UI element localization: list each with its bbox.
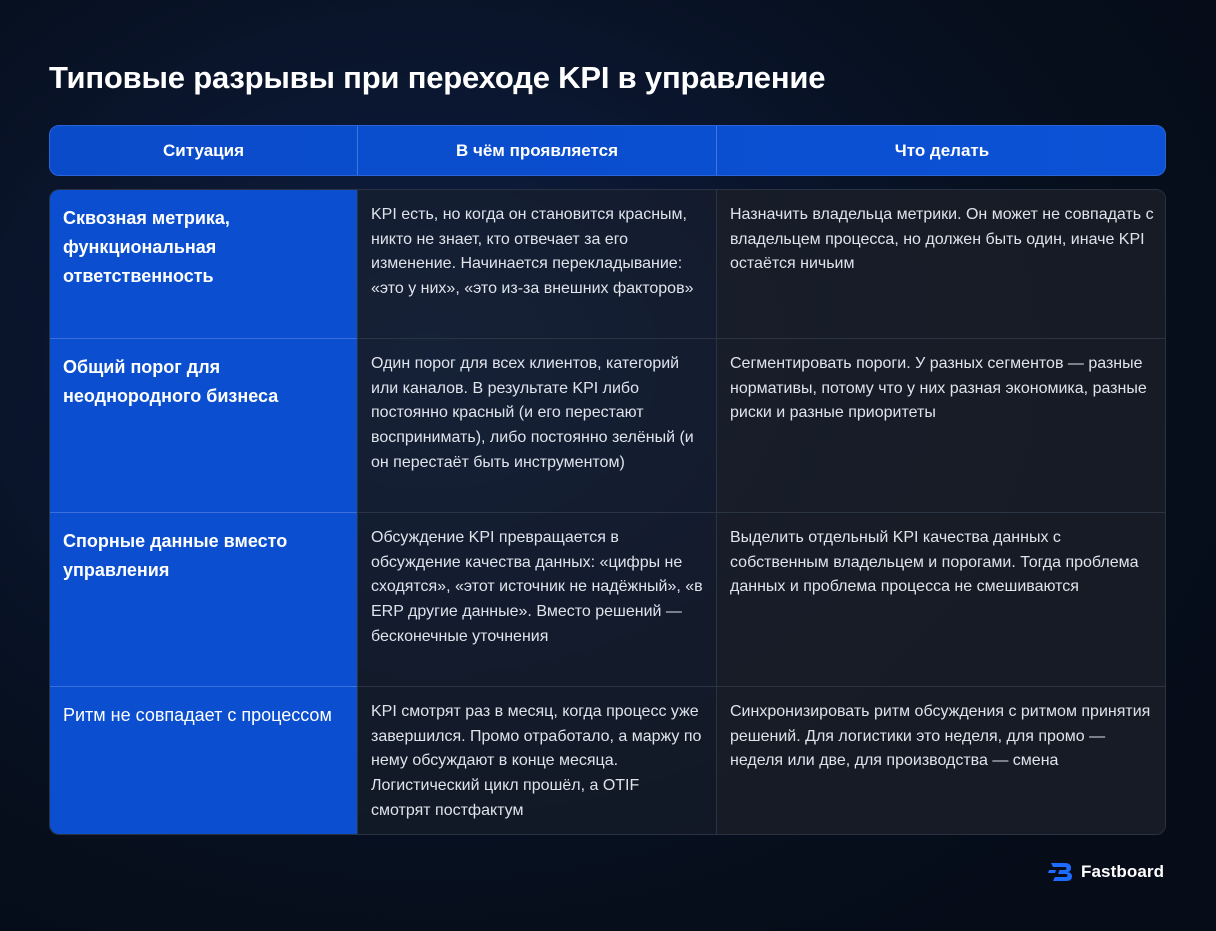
action-cell: Выделить отдельный KPI качества данных с собственным владельцем и порогами. Тогда проблема данных и проблема процесса не смешиваются <box>716 513 1166 687</box>
situation-cell: Ритм не совпадает с процессом <box>50 687 357 835</box>
situation-cell: Сквозная метрика, функциональная ответственность <box>50 190 357 339</box>
brand-logo <box>1048 860 1164 884</box>
situation-cell: Общий порог для неоднородного бизнеса <box>50 339 357 513</box>
column-header-manifestation: В чём проявляется <box>357 126 716 175</box>
fastboard-logo-icon <box>1048 861 1074 883</box>
page-title: Типовые разрывы при переходе KPI в управление <box>49 60 826 95</box>
manifestation-cell: Один порог для всех клиентов, категорий или каналов. В результате KPI либо постоянно красный (и его перестают воспринимать), либо постоянно зелёный (и он перестаёт быть инструментом) <box>357 339 716 513</box>
manifestation-cell: Обсуждение KPI превращается в обсуждение качества данных: «цифры не сходятся», «этот источник не надёжный», «в ERP другие данные». Вместо решений — бесконечные уточнения <box>357 513 716 687</box>
manifestation-cell: KPI смотрят раз в месяц, когда процесс уже завершился. Промо отработало, а маржу по нему обсуждают в конце месяца. Логистический цикл прошёл, а OTIF смотрят постфактум <box>357 687 716 835</box>
action-cell: Синхронизировать ритм обсуждения с ритмом принятия решений. Для логистики это неделя, для промо — неделя или две, для производства — смена <box>716 687 1166 835</box>
table-body <box>49 189 1166 835</box>
action-cell: Назначить владельца метрики. Он может не совпадать с владельцем процесса, но должен быть один, иначе KPI остаётся ничьим <box>716 190 1166 339</box>
brand-name: Fastboard <box>1081 862 1165 881</box>
situation-cell: Спорные данные вместо управления <box>50 513 357 687</box>
table-header <box>49 125 1166 176</box>
column-header-situation: Ситуация <box>163 140 244 160</box>
column-header-action: Что делать <box>716 126 1167 175</box>
manifestation-cell: KPI есть, но когда он становится красным, никто не знает, кто отвечает за его изменение. Начинается перекладывание: «это у них», «это из-за внешних факторов» <box>357 190 716 339</box>
action-cell: Сегментировать пороги. У разных сегментов — разные нормативы, потому что у них разная экономика, разные риски и разные приоритеты <box>716 339 1166 513</box>
